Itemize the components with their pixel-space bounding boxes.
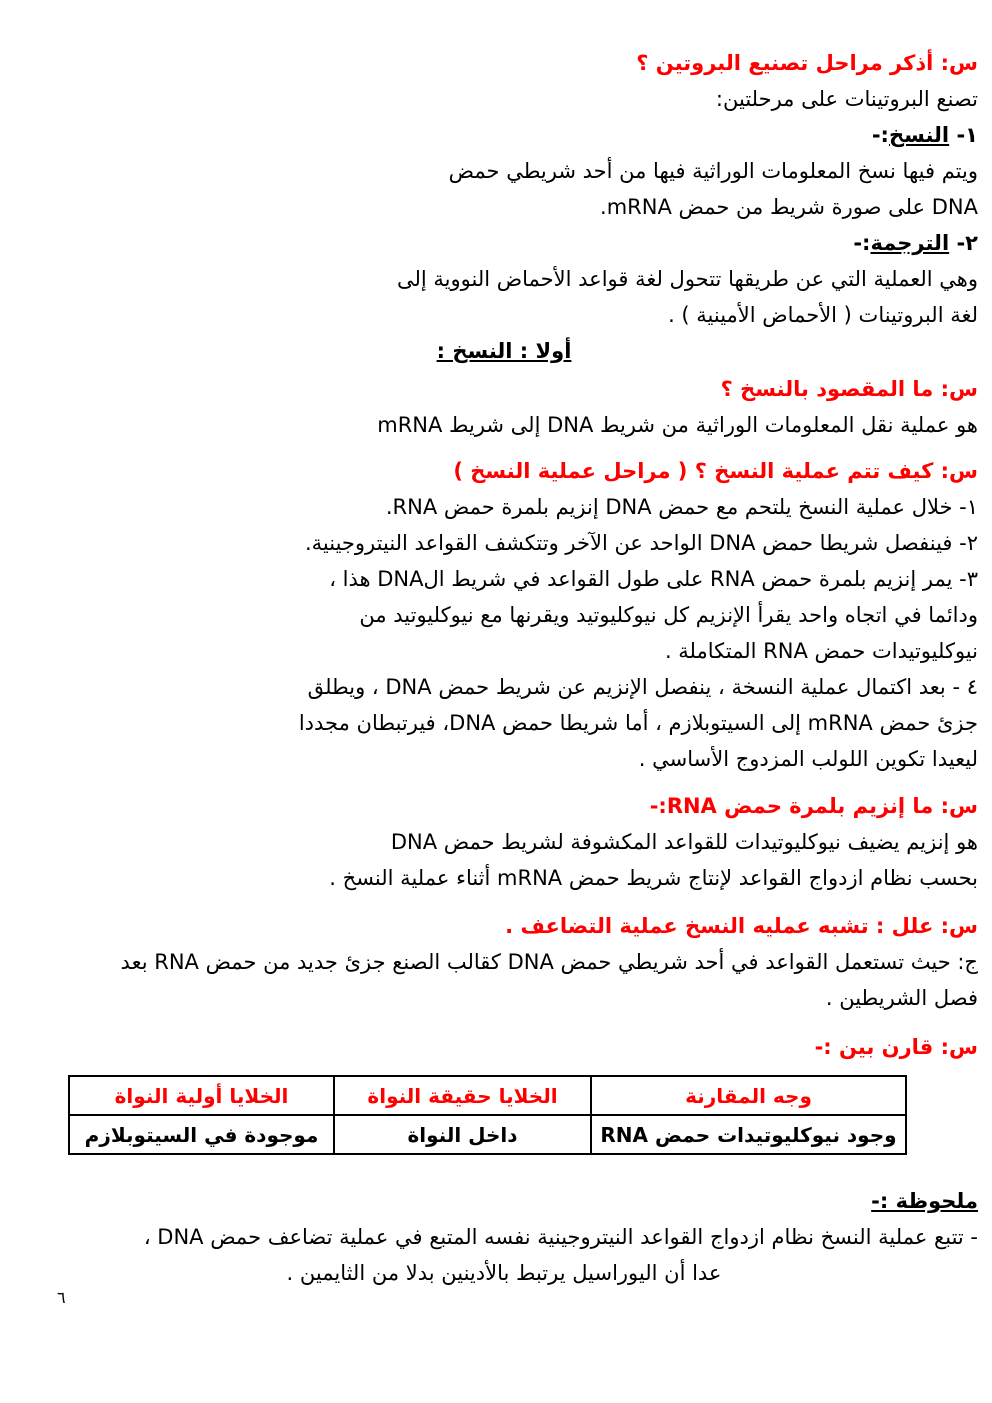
process-step-2: ٢- فينفصل شريطا حمض DNA الواحد عن الآخر وتتكشف القواعد النيتروجينية.: [304, 531, 978, 555]
page-number: ٦: [57, 1288, 66, 1307]
question-resembles-replication: س: علل : تشبه عمليه النسخ عملية التضاعف .: [505, 914, 978, 938]
process-step-3-cont-2: نيوكليوتيدات حمض RNA المتكاملة .: [664, 639, 978, 663]
item-number: ٢-: [949, 231, 978, 255]
question-compare: س: قارن بين :-: [814, 1035, 978, 1059]
table-cell-in-cytoplasm: موجودة في السيتوبلازم: [69, 1115, 334, 1154]
answer-transcription-definition: هو عملية نقل المعلومات الوراثية من شريط DNA إلى شريط mRNA: [377, 413, 978, 437]
note-line-2: عدا أن اليوراسيل يرتبط بالأدينين بدلا من الثايمين .: [286, 1261, 722, 1285]
table-header-eukaryotic-cells: الخلايا حقيقة النواة: [334, 1076, 591, 1115]
section-heading-text: أولا : النسخ :: [436, 339, 572, 363]
table-header-prokaryotic-cells: الخلايا أولية النواة: [69, 1076, 334, 1115]
process-step-4-cont-1: جزئ حمض mRNA إلى السيتوبلازم ، أما شريطا حمض DNA، فيرتبطان مجددا: [298, 711, 978, 735]
answer-rna-polymerase-line2: بحسب نظام ازدواج القواعد لإنتاج شريط حمض mRNA أثناء عملية النسخ .: [329, 866, 978, 890]
question-rna-polymerase: س: ما إنزيم بلمرة حمض RNA:-: [649, 794, 978, 818]
note-heading: [30, 1183, 978, 1219]
table-row: [69, 1115, 906, 1154]
answer-resembles-line1: ج: حيث تستعمل القواعد في أحد شريطي حمض DNA كقالب الصنع جزئ جديد من حمض RNA بعد: [120, 950, 978, 974]
comparison-table: [68, 1075, 907, 1155]
translation-title: الترجمة: [870, 231, 950, 255]
section-heading-transcription: [30, 333, 978, 369]
process-step-3-cont-1: ودائما في اتجاه واحد يقرأ الإنزيم كل نيوكليوتيد ويقرنها مع نيوكليوتيد من: [359, 603, 978, 627]
table-cell-rna-nucleotides: وجود نيوكليوتيدات حمض RNA: [591, 1115, 906, 1154]
process-step-4-cont-2: ليعيدا تكوين اللولب المزدوج الأساسي .: [638, 747, 978, 771]
note-line-1: - تتبع عملية النسخ نظام ازدواج القواعد النيتروجينية نفسه المتبع في عملية تضاعف حمض DNA ،: [143, 1225, 978, 1249]
question-transcription-definition: س: ما المقصود بالنسخ ؟: [720, 377, 978, 401]
table-header-comparison-aspect: وجه المقارنة: [591, 1076, 906, 1115]
answer-rna-polymerase-line1: هو إنزيم يضيف نيوكليوتيدات للقواعد المكشوفة لشريط حمض DNA: [390, 830, 978, 854]
item-separator: :-: [853, 231, 871, 255]
transcription-title: النسخ: [888, 123, 950, 147]
question-transcription-process: س: كيف تتم عملية النسخ ؟ ( مراحل عملية النسخ ): [453, 459, 978, 483]
answer-intro: تصنع البروتينات على مرحلتين:: [715, 87, 978, 111]
process-step-4: ٤ - بعد اكتمال عملية النسخة ، ينفصل الإنزيم عن شريط حمض DNA ، ويطلق: [307, 675, 978, 699]
note-heading-text: ملحوظة :-: [871, 1189, 978, 1213]
transcription-def-line2: DNA على صورة شريط من حمض mRNA.: [600, 195, 978, 219]
process-step-1: ١- خلال عملية النسخ يلتحم مع حمض DNA إنزيم بلمرة حمض RNA.: [385, 495, 978, 519]
table-header-row: [69, 1076, 906, 1115]
answer-resembles-line2: فصل الشريطين .: [825, 986, 978, 1010]
table-cell-inside-nucleus: داخل النواة: [334, 1115, 591, 1154]
process-step-3: ٣- يمر إنزيم بلمرة حمض RNA على طول القواعد في شريط الDNA هذا ،: [329, 567, 978, 591]
transcription-def-line1: ويتم فيها نسخ المعلومات الوراثية فيها من أحد شريطي حمض: [448, 159, 978, 183]
list-item-translation: [30, 225, 978, 261]
translation-def-line2: لغة البروتينات ( الأحماض الأمينية ) .: [668, 303, 978, 327]
question-protein-stages: س: أذكر مراحل تصنيع البروتين ؟: [636, 51, 978, 75]
item-separator: :-: [871, 123, 889, 147]
list-item-transcription: [30, 117, 978, 153]
item-number: ١-: [949, 123, 978, 147]
translation-def-line1: وهي العملية التي عن طريقها تتحول لغة قواعد الأحماض النووية إلى: [397, 267, 978, 291]
